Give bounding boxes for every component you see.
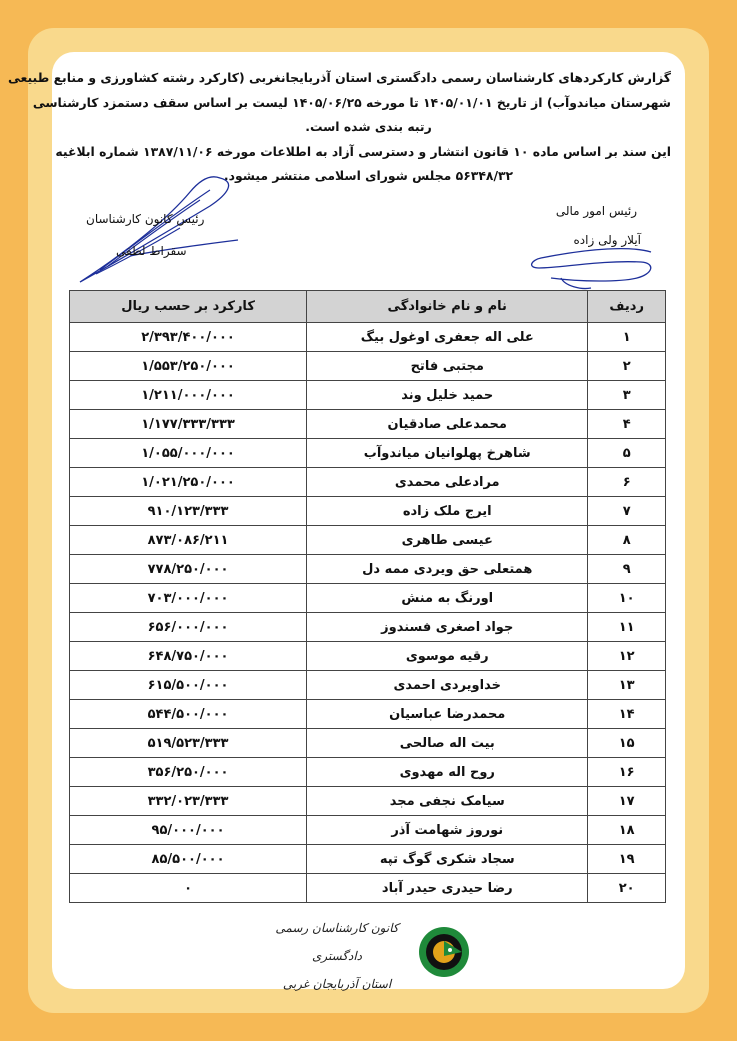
- president-title: رئیس کانون کارشناسان: [86, 212, 205, 226]
- amount-cell: ۱/۵۵۳/۲۵۰/۰۰۰: [70, 352, 307, 381]
- amount-cell: ۷۰۳/۰۰۰/۰۰۰: [70, 584, 307, 613]
- name-cell: ایرج ملک زاده: [307, 497, 588, 526]
- row-number-cell: ۷: [588, 497, 666, 526]
- table-row: [70, 845, 666, 874]
- amount-cell: ۹۱۰/۱۲۳/۳۳۳: [70, 497, 307, 526]
- table-row: [70, 439, 666, 468]
- row-number-cell: ۱۱: [588, 613, 666, 642]
- name-cell: همتعلی حق ویردی ممه دل: [307, 555, 588, 584]
- name-cell: سجاد شکری گوگ تپه: [307, 845, 588, 874]
- table-row: [70, 410, 666, 439]
- name-cell: خداویردی احمدی: [307, 671, 588, 700]
- row-number-cell: ۲: [588, 352, 666, 381]
- amount-cell: ۰: [70, 874, 307, 903]
- table-row: [70, 526, 666, 555]
- association-logo-icon: [418, 926, 470, 978]
- table-row: [70, 671, 666, 700]
- name-cell: مجتبی فاتح: [307, 352, 588, 381]
- name-cell: رقیه موسوی: [307, 642, 588, 671]
- amount-cell: ۲/۳۹۳/۴۰۰/۰۰۰: [70, 323, 307, 352]
- finance-head-title: رئیس امور مالی: [555, 204, 637, 218]
- row-number-cell: ۵: [588, 439, 666, 468]
- table-row: [70, 497, 666, 526]
- president-name: سقراط لطفی: [116, 244, 187, 258]
- name-cell: مرادعلی محمدی: [307, 468, 588, 497]
- name-cell: محمدعلی صادقیان: [307, 410, 588, 439]
- amount-cell: ۱/۱۷۷/۳۳۳/۳۳۳: [70, 410, 307, 439]
- row-number-cell: ۱۵: [588, 729, 666, 758]
- amount-cell: ۷۷۸/۲۵۰/۰۰۰: [70, 555, 307, 584]
- amount-cell: ۱/۲۱۱/۰۰۰/۰۰۰: [70, 381, 307, 410]
- amount-cell: ۱/۰۲۱/۲۵۰/۰۰۰: [70, 468, 307, 497]
- table-row: [70, 729, 666, 758]
- name-cell: جواد اصغری فسندوز: [307, 613, 588, 642]
- row-number-cell: ۸: [588, 526, 666, 555]
- table-row: [70, 700, 666, 729]
- row-number-cell: ۱۹: [588, 845, 666, 874]
- row-number-cell: ۱: [588, 323, 666, 352]
- amount-cell: ۶۴۸/۷۵۰/۰۰۰: [70, 642, 307, 671]
- header-line: شهرستان میاندوآب) از تاریخ ۱۴۰۵/۰۱/۰۱ تا مورخه ۱۴۰۵/۰۶/۲۵ لیست بر اساس سقف دستمزد کارشناسی: [32, 94, 671, 110]
- document-sheet: [7, 52, 685, 991]
- amount-cell: ۸۵/۵۰۰/۰۰۰: [70, 845, 307, 874]
- table-row: [70, 613, 666, 642]
- table-row: [70, 642, 666, 671]
- table-row: [70, 816, 666, 845]
- column-header-name: نام و نام خانوادگی: [307, 291, 588, 323]
- row-number-cell: ۱۸: [588, 816, 666, 845]
- amount-cell: ۸۷۳/۰۸۶/۲۱۱: [70, 526, 307, 555]
- footer-org-line2: استان آذربایجان غربی: [282, 977, 392, 991]
- row-number-cell: ۲۰: [588, 874, 666, 903]
- header-line: ۵۶۳۴۸/۳۲ مجلس شورای اسلامی منتشر میشود.: [223, 168, 514, 183]
- name-cell: اورنگ به منش: [307, 584, 588, 613]
- amount-cell: ۳۳۲/۰۲۳/۳۳۳: [70, 787, 307, 816]
- row-number-cell: ۱۴: [588, 700, 666, 729]
- name-cell: عیسی طاهری: [307, 526, 588, 555]
- column-header-amount: کارکرد بر حسب ریال: [70, 291, 307, 323]
- name-cell: شاهرخ پهلوانیان میاندوآب: [307, 439, 588, 468]
- name-cell: بیت اله صالحی: [307, 729, 588, 758]
- table-row: [70, 381, 666, 410]
- table-row: [70, 787, 666, 816]
- row-number-cell: ۱۶: [588, 758, 666, 787]
- finance-signature: [521, 238, 661, 298]
- amount-cell: ۹۵/۰۰۰/۰۰۰: [70, 816, 307, 845]
- report-header: [7, 66, 671, 189]
- name-cell: رضا حیدری حیدر آباد: [307, 874, 588, 903]
- row-number-cell: ۱۰: [588, 584, 666, 613]
- row-number-cell: ۴: [588, 410, 666, 439]
- experts-table: [69, 290, 666, 903]
- table-row: [70, 758, 666, 787]
- name-cell: محمدرضا عباسیان: [307, 700, 588, 729]
- table-row: [70, 352, 666, 381]
- row-number-cell: ۹: [588, 555, 666, 584]
- table-body: [70, 323, 666, 903]
- table-row: [70, 555, 666, 584]
- footer-org-line1: کانون کارشناسان رسمی دادگستری: [275, 921, 399, 963]
- table-row: [70, 874, 666, 903]
- name-cell: نوروز شهامت آذر: [307, 816, 588, 845]
- table-header-row: [70, 291, 666, 323]
- name-cell: روح اله مهدوی: [307, 758, 588, 787]
- row-number-cell: ۱۷: [588, 787, 666, 816]
- row-number-cell: ۱۲: [588, 642, 666, 671]
- column-header-row-number: ردیف: [588, 291, 666, 323]
- table-row: [70, 468, 666, 497]
- table-row: [70, 323, 666, 352]
- header-line: رتبه بندی شده است.: [305, 119, 432, 134]
- row-number-cell: ۳: [588, 381, 666, 410]
- row-number-cell: ۱۳: [588, 671, 666, 700]
- name-cell: سیامک نجفی مجد: [307, 787, 588, 816]
- name-cell: علی اله جعفری اوغول بیگ: [307, 323, 588, 352]
- name-cell: حمید خلیل وند: [307, 381, 588, 410]
- row-number-cell: ۶: [588, 468, 666, 497]
- header-line: این سند بر اساس ماده ۱۰ قانون انتشار و دسترسی آزاد به اطلاعات مورخه ۱۳۸۷/۱۱/۰۶ شماره ابلاغیه: [55, 143, 671, 159]
- table-row: [70, 584, 666, 613]
- amount-cell: ۶۵۶/۰۰۰/۰۰۰: [70, 613, 307, 642]
- amount-cell: ۵۴۴/۵۰۰/۰۰۰: [70, 700, 307, 729]
- header-line: گزارش کارکردهای کارشناسان رسمی دادگستری استان آذربایجانغربی (کارکرد رشته کشاورزی و منابع طبیعی: [7, 70, 671, 85]
- amount-cell: ۶۱۵/۵۰۰/۰۰۰: [70, 671, 307, 700]
- amount-cell: ۵۱۹/۵۲۳/۳۳۳: [70, 729, 307, 758]
- amount-cell: ۳۵۶/۲۵۰/۰۰۰: [70, 758, 307, 787]
- amount-cell: ۱/۰۵۵/۰۰۰/۰۰۰: [70, 439, 307, 468]
- footer-organization: [262, 914, 412, 998]
- finance-head-name: آیلار ولی زاده: [573, 233, 641, 247]
